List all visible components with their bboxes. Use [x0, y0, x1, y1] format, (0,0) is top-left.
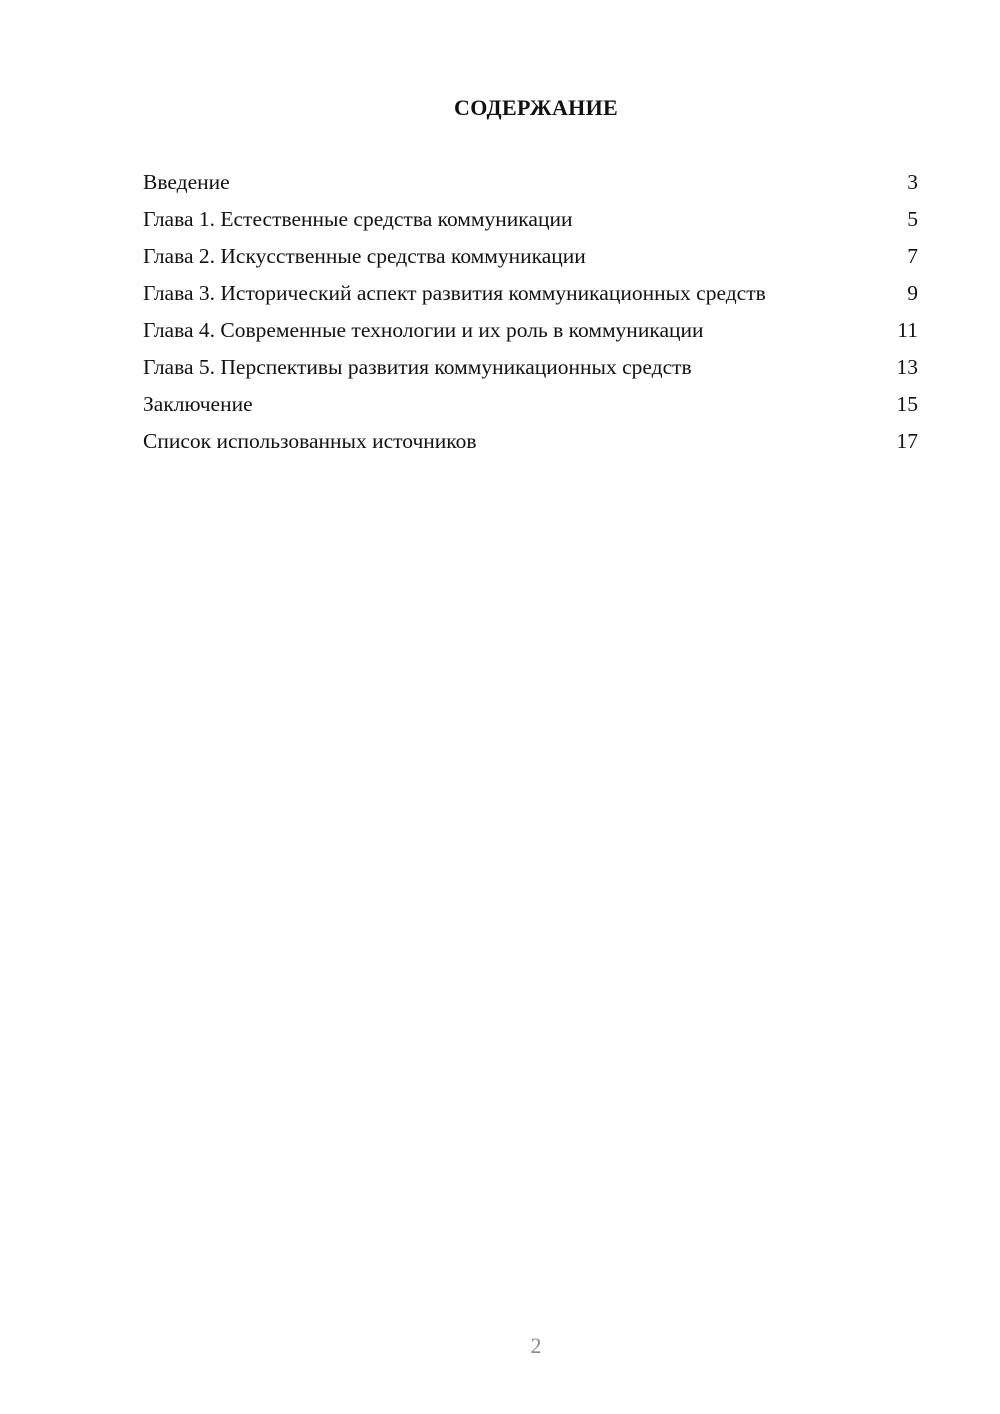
toc-entry-chapter-2	[143, 243, 918, 270]
toc-entry-introduction	[143, 169, 918, 196]
toc-entry-conclusion	[143, 391, 918, 418]
toc-entry-page: 15	[896, 392, 918, 416]
toc-entry-page: 9	[907, 281, 918, 305]
toc-entry-label: Заключение	[143, 392, 253, 416]
toc-entry-chapter-1	[143, 206, 918, 233]
toc-entry-label: Глава 4. Современные технологии и их роль в коммуникации	[143, 318, 704, 342]
toc-entry-chapter-4	[143, 317, 918, 344]
toc-entry-page: 3	[907, 170, 918, 194]
page-title: СОДЕРЖАНИЕ	[454, 95, 618, 120]
toc-entry-label: Глава 1. Естественные средства коммуникации	[143, 207, 573, 231]
toc-entry-references	[143, 428, 918, 455]
toc-entry-page: 5	[907, 207, 918, 231]
table-of-contents	[143, 169, 918, 465]
toc-entry-label: Глава 2. Искусственные средства коммуникации	[143, 244, 586, 268]
toc-entry-label: Глава 3. Исторический аспект развития коммуникационных средств	[143, 281, 766, 305]
toc-entry-chapter-5	[143, 354, 918, 381]
toc-entry-label: Глава 5. Перспективы развития коммуникационных средств	[143, 355, 692, 379]
toc-entry-label: Список использованных источников	[143, 429, 477, 453]
toc-entry-chapter-3	[143, 280, 918, 307]
toc-entry-page: 11	[897, 318, 918, 342]
page-number: 2	[530, 1333, 542, 1358]
toc-entry-label: Введение	[143, 170, 230, 194]
toc-entry-page: 7	[907, 244, 918, 268]
toc-entry-page: 17	[896, 429, 918, 453]
toc-entry-page: 13	[896, 355, 918, 379]
